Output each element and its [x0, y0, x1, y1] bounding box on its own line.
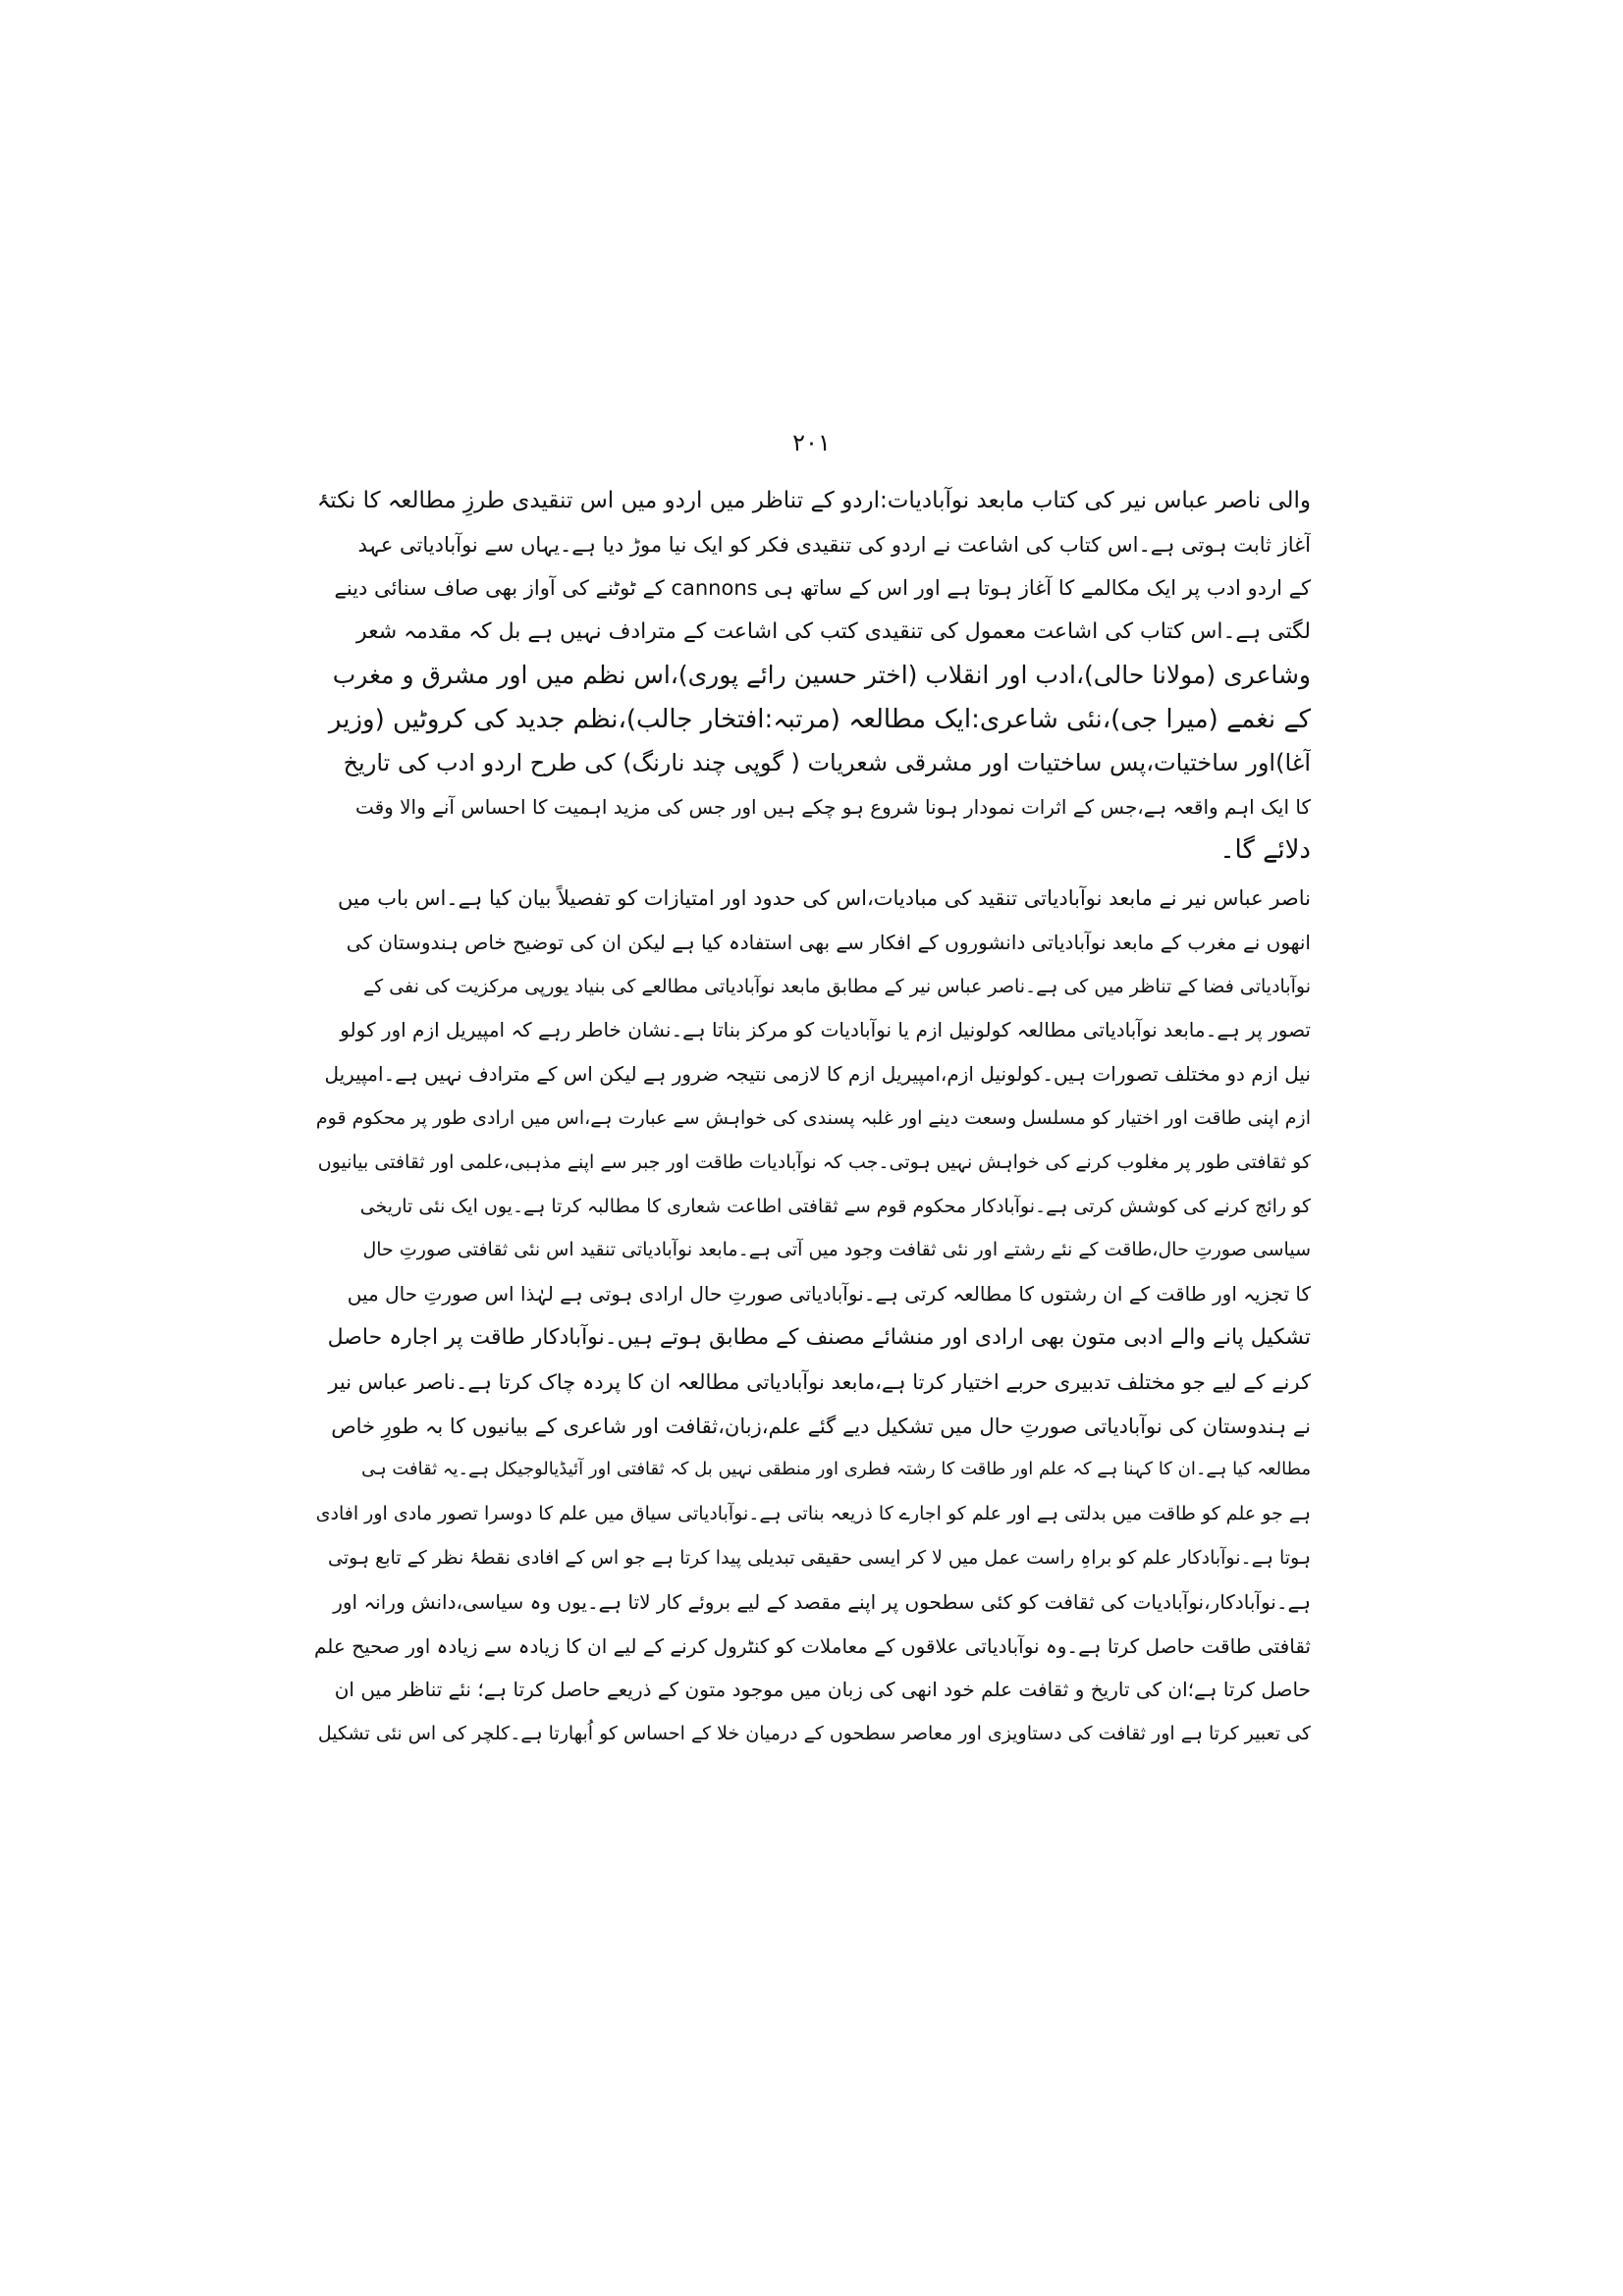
paragraph — [314, 877, 1311, 1756]
text-line: نوآبادیاتی فضا کے تناظر میں کی ہے۔ناصر عباس نیر کے مطابق مابعد نوآبادیاتی مطالعے کی بنیاد یورپی مرکزیت کی نفی کے — [362, 975, 1311, 997]
text-line: کے اردو ادب پر ایک مکالمے کا آغاز ہوتا ہے اور اس کے ساتھ ہی cannons کے ٹوٹنے کی آواز بھی صاف سنائی دینے — [334, 576, 1311, 600]
text-line: کرنے کے لیے جو مختلف تدبیری حربے اختیار کرتا ہے،مابعد نوآبادیاتی مطالعہ ان کا پردہ چاک کرتا ہے۔ناصر عباس نیر — [328, 1369, 1311, 1394]
text-line: کا ایک اہم واقعہ ہے،جس کے اثرات نمودار ہونا شروع ہو چکے ہیں اور جس کی مزید اہمیت کا احساس آنے والا وقت — [354, 794, 1311, 819]
text-line: کے نغمے (میرا جی)،نئی شاعری:ایک مطالعہ (مرتبہ:افتخار جالب)،نظم جدید کی کروٹیں (وزیر — [328, 704, 1311, 734]
text-line: آغاز ثابت ہوتی ہے۔اس کتاب کی اشاعت نے اردو کی تنقیدی فکر کو ایک نیا موڑ دیا ہے۔یہاں سے نوآبادیاتی عہد — [357, 532, 1311, 557]
text-line: ہوتا ہے۔نوآبادکار علم کو براہِ راست عمل میں لا کر ایسی حقیقی تبدیلی پیدا کرتا ہے جو اس کے افادی نقطۂ نظر کے تابع ہوتی — [328, 1546, 1311, 1569]
text-line: مطالعہ کیا ہے۔ان کا کہنا ہے کہ علم اور طاقت کا رشتہ فطری اور منطقی نہیں بل کہ ثقافتی اور آئیڈیالوجیکل ہے۔یہ ثقافت ہی — [361, 1459, 1311, 1480]
text-line: ثقافتی طاقت حاصل کرتا ہے۔وہ نوآبادیاتی علاقوں کے معاملات کو کنٹرول کرنے کے لیے ان کا زیادہ سے زیادہ اور صحیح علم — [314, 1633, 1311, 1658]
text-line: ہے۔نوآبادکار،نوآبادیات کی ثقافت کو کئی سطحوں پر اپنے مقصد کے لیے بروئے کار لاتا ہے۔یوں وہ سیاسی،دانش ورانہ اور — [333, 1589, 1311, 1614]
text-line: ہے جو علم کو طاقت میں بدلتی ہے اور علم کو اجارے کا ذریعہ بناتی ہے۔نوآبادیاتی سیاق میں علم کا دوسرا تصور مادی اور افادی — [315, 1503, 1311, 1525]
text-line: ناصر عباس نیر نے مابعد نوآبادیاتی تنقید کی مبادیات،اس کی حدود اور امتیازات کو تفصیلاً بیان کیا ہے۔اس باب میں — [337, 886, 1311, 910]
text-line: ازم اپنی طاقت اور اختیار کو مسلسل وسعت دینے اور غلبہ پسندی کی خواہش سے عبارت ہے،اس میں ارادی طور پر محکوم قوم — [315, 1106, 1311, 1129]
text-line: نے ہندوستان کی نوآبادیاتی صورتِ حال میں تشکیل دیے گئے علم،زبان،ثقافت اور شاعری کے بیانیوں کا بہ طورِ خاص — [331, 1414, 1311, 1438]
text-line: آغا)اور ساختیات،پس ساختیات اور مشرقی شعریات ( گوپی چند نارنگ) کی طرح اردو ادب کی تاریخ — [343, 749, 1311, 776]
text-line: تصور پر ہے۔مابعد نوآبادیاتی مطالعہ کولونیل ازم یا نوآبادیات کو مرکز بناتا ہے۔نشان خاطر رہے کہ امپیریل ازم اور کولو — [340, 1018, 1311, 1042]
text-line: حاصل کرتا ہے؛ان کی تاریخ و ثقافت علم خود انھی کی زبان میں موجود متون کے ذریعے حاصل کرتا ہے؛ نئے تناظر میں ان — [334, 1678, 1311, 1702]
text-line: والی ناصر عباس نیر کی کتاب مابعد نوآبادیات:اردو کے تناظر میں اردو میں اس تنقیدی طرزِ مطالعہ کا نکتۂ — [316, 488, 1311, 513]
text-line: وشاعری (مولانا حالی)،ادب اور انقلاب (اختر حسین رائے پوری)،اس نظم میں اور مشرق و مغرب — [332, 661, 1311, 689]
text-line: سیاسی صورتِ حال،طاقت کے نئے رشتے اور نئی ثقافت وجود میں آتی ہے۔مابعد نوآبادیاتی تنقید اس نئی ثقافتی صورتِ حال — [362, 1239, 1311, 1261]
text-line: تشکیل پانے والے ادبی متون بھی ارادی اور منشائے مصنف کے مطابق ہوتے ہیں۔نوآبادکار طاقت پر اجارہ حاصل — [327, 1324, 1311, 1350]
text-line: انھوں نے مغرب کے مابعد نوآبادیاتی دانشوروں کے افکار سے بھی استفادہ کیا ہے لیکن ان کی توضیح خاص ہندوستان کی — [346, 930, 1311, 954]
text-line: نیل ازم دو مختلف تصورات ہیں۔کولونیل ازم،امپیریل ازم کا لازمی نتیجہ ضرور ہے لیکن اس کے مترادف نہیں ہے۔امپیریل — [324, 1062, 1311, 1087]
text-line: کو رائج کرنے کی کوشش کرتی ہے۔نوآبادکار محکوم قوم سے ثقافتی اطاعت شعاری کا مطالبہ کرتا ہے۔یوں ایک نئی تاریخی — [359, 1195, 1311, 1217]
text-line: کی تعبیر کرتا ہے اور ثقافت کی دستاویزی اور معاصر سطحوں کے درمیان خلا کے احساس کو اُبھارتا ہے۔کلچر کی اس نئی تشکیل — [317, 1723, 1311, 1745]
page-number: ۲۰۱ — [792, 429, 831, 456]
paragraph — [314, 479, 1311, 873]
text-line: لگتی ہے۔اس کتاب کی اشاعت معمول کی تنقیدی کتب کی اشاعت کے مترادف نہیں ہے بل کہ مقدمہ شعر — [355, 618, 1311, 644]
text-line: کو ثقافتی طور پر مغلوب کرنے کی خواہش نہیں ہوتی۔جب کہ نوآبادیات طاقت اور جبر سے اپنے مذہبی،علمی اور ثقافتی بیانیوں — [317, 1150, 1311, 1173]
text-line: دلائے گا۔ — [1219, 835, 1311, 865]
text-line: کا تجزیہ اور طاقت کے ان رشتوں کا مطالعہ کرتی ہے۔نوآبادیاتی صورتِ حال ارادی ہوتی ہے لہٰذا اس صورتِ حال میں — [347, 1282, 1311, 1307]
